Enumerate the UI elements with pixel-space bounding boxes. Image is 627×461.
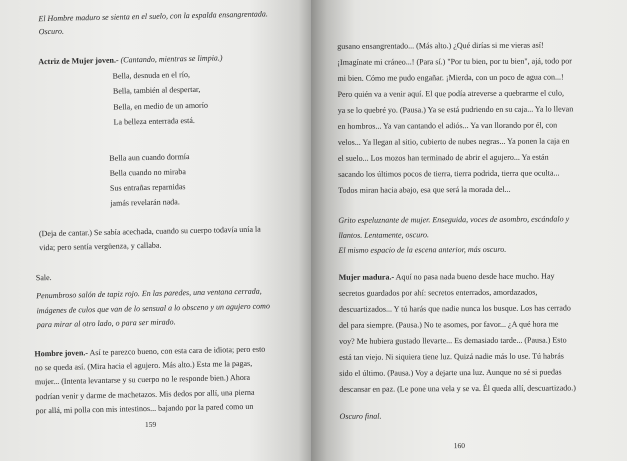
dialogue-line: por allá, mi polla con mis intestinos... bajando por la pared como un [35, 401, 254, 416]
mature-woman-line [339, 270, 555, 284]
dialogue-text: Aquí no pasa nada bueno desde hace mucho. Hay [394, 271, 555, 282]
dialogue-line: ¡Imagínate mi cráneo...! (Para sí.) "Por tu bien, por tu bien", ajá, todo por [337, 56, 572, 67]
dialogue-line: voy? Me hubiera gustado llevarte... Es demasiado tarde... (Pausa.) Esto [339, 335, 567, 346]
song-line: Sus entrañas reparnidas [109, 182, 186, 193]
stage-direction-line: El mismo espacio de la escena anterior, más oscuro. [338, 244, 507, 255]
right-page [311, 0, 627, 461]
stage-direction-line: llantos. Lentamente, oscuro. [338, 230, 430, 240]
dialogue-line: ya se lo quebré yo. (Pausa.) Ya se está pudriendo en su caja... Ya lo llevan [337, 104, 574, 115]
page-number: 159 [144, 419, 157, 430]
dialogue-line: descuartizados... Y tú harás que nadie nunca los busque. Los has cerrado [338, 303, 571, 314]
stage-direction-line: para mirar al otro lado, o para ser mirado. [36, 317, 176, 330]
speaker-name: Mujer madura.- [338, 272, 395, 282]
dialogue-line: está tan viejo. Ni siquiera tiene luz. Quizá nadie más lo use. Tú habrás [339, 351, 564, 362]
dialogue-line: sacando los últimos pocos de tierra, tierra podrida, tierra que oculta... [338, 168, 560, 179]
stage-direction-line: El Hombre maduro se sienta en el suelo, con la espalda ensangrentada. [38, 9, 268, 24]
dialogue-line: mi bien. Cómo me pudo engañar. ¡Mierda, con un poco de agua con...! [337, 72, 564, 83]
song-line: Bella aun cuando dormía [109, 152, 190, 163]
stage-direction-line: imágenes de culos que van de lo sensual a lo obsceno y un agujero como [36, 301, 270, 316]
actress-line [38, 51, 222, 68]
prose-line: (Deja de cantar.) Se sabía acechada, cuando su cuerpo todavía unía la [38, 224, 261, 239]
song-line: Bella, también al despertar, [112, 84, 201, 96]
speaker-name: Hombre joven.- [34, 348, 89, 359]
song-line: La belleza enterrada está. [113, 115, 195, 127]
dialogue-line: descansar en paz. (Le pone una vela y se va. Él queda allí, descuartizado.) [339, 383, 576, 394]
dialogue-line: el suelo... Los mozos han terminado de abrir el agujero... Ya están [337, 152, 549, 163]
dialogue-text: Así te parezco bueno, con esta cara de idiota; pero esto [87, 344, 266, 358]
dialogue-line: sido el último. (Pausa.) Voy a dejarte una luz. Aunque no sé si puedas [339, 367, 562, 378]
page-number: 160 [453, 441, 466, 451]
stage-direction: (Cantando, mientras se limpia.) [120, 53, 223, 65]
stage-direction-final: Oscuro final. [339, 411, 382, 421]
dialogue-line: velos... Ya llegan al sitio, cubierto de nubes negras... Ya ponen la caja en [337, 136, 570, 147]
left-page [0, 0, 311, 461]
dialogue-line: podrían venir y darme de machetazos. Mis dedos por allí, una pierna [35, 387, 255, 402]
dialogue-line: en hombros... Ya van cantando el adiós... Ya van llorando por él, con [337, 120, 558, 131]
dialogue-line: gusano ensangrentado... (Más alto.) ¿Qué dirías si me vieras así! [337, 40, 544, 51]
dialogue-line: del para siempre. (Pausa.) No te asomes, por favor... ¿A qué hora me [338, 319, 559, 330]
song-line: Bella, en medio de un amorío [113, 100, 208, 112]
speaker-name: Actriz de Mujer joven.- [38, 55, 119, 67]
stage-direction-line: Grito espeluznante de mujer. Enseguida, voces de asombro, escándalo y [338, 214, 570, 225]
song-line: jamás revelarán nada. [110, 197, 180, 208]
stage-direction-line: Penumbroso salón de tapiz rojo. En las paredes, una ventana cerrada, [36, 286, 262, 301]
stage-direction-line: Oscuro. [38, 26, 65, 37]
stage-direction: Sale. [35, 272, 52, 283]
song-line: Bella cuando no miraba [109, 167, 186, 178]
song-line: Bella, desnuda en el río, [112, 70, 191, 81]
dialogue-line: mujer... (Intenta levantarse y su cuerpo no le responde bien.) Ahora [34, 372, 251, 387]
dialogue-line: Todos miran hacia abajo, esa que será la morada del... [338, 184, 511, 195]
prose-line: vida; pero sentía vergüenza, y callaba. [39, 240, 162, 253]
dialogue-line: secretos guardados por ahí: secretos enterrados, amordazados, [338, 287, 538, 298]
dialogue-line: Pero quién va a venir aquí. El que podía atreverse a quebrarme el culo, [337, 88, 564, 99]
dialogue-line: no se queda así. (Mira hacia el agujero. Más alto.) Esta me la pagas, [34, 358, 253, 373]
